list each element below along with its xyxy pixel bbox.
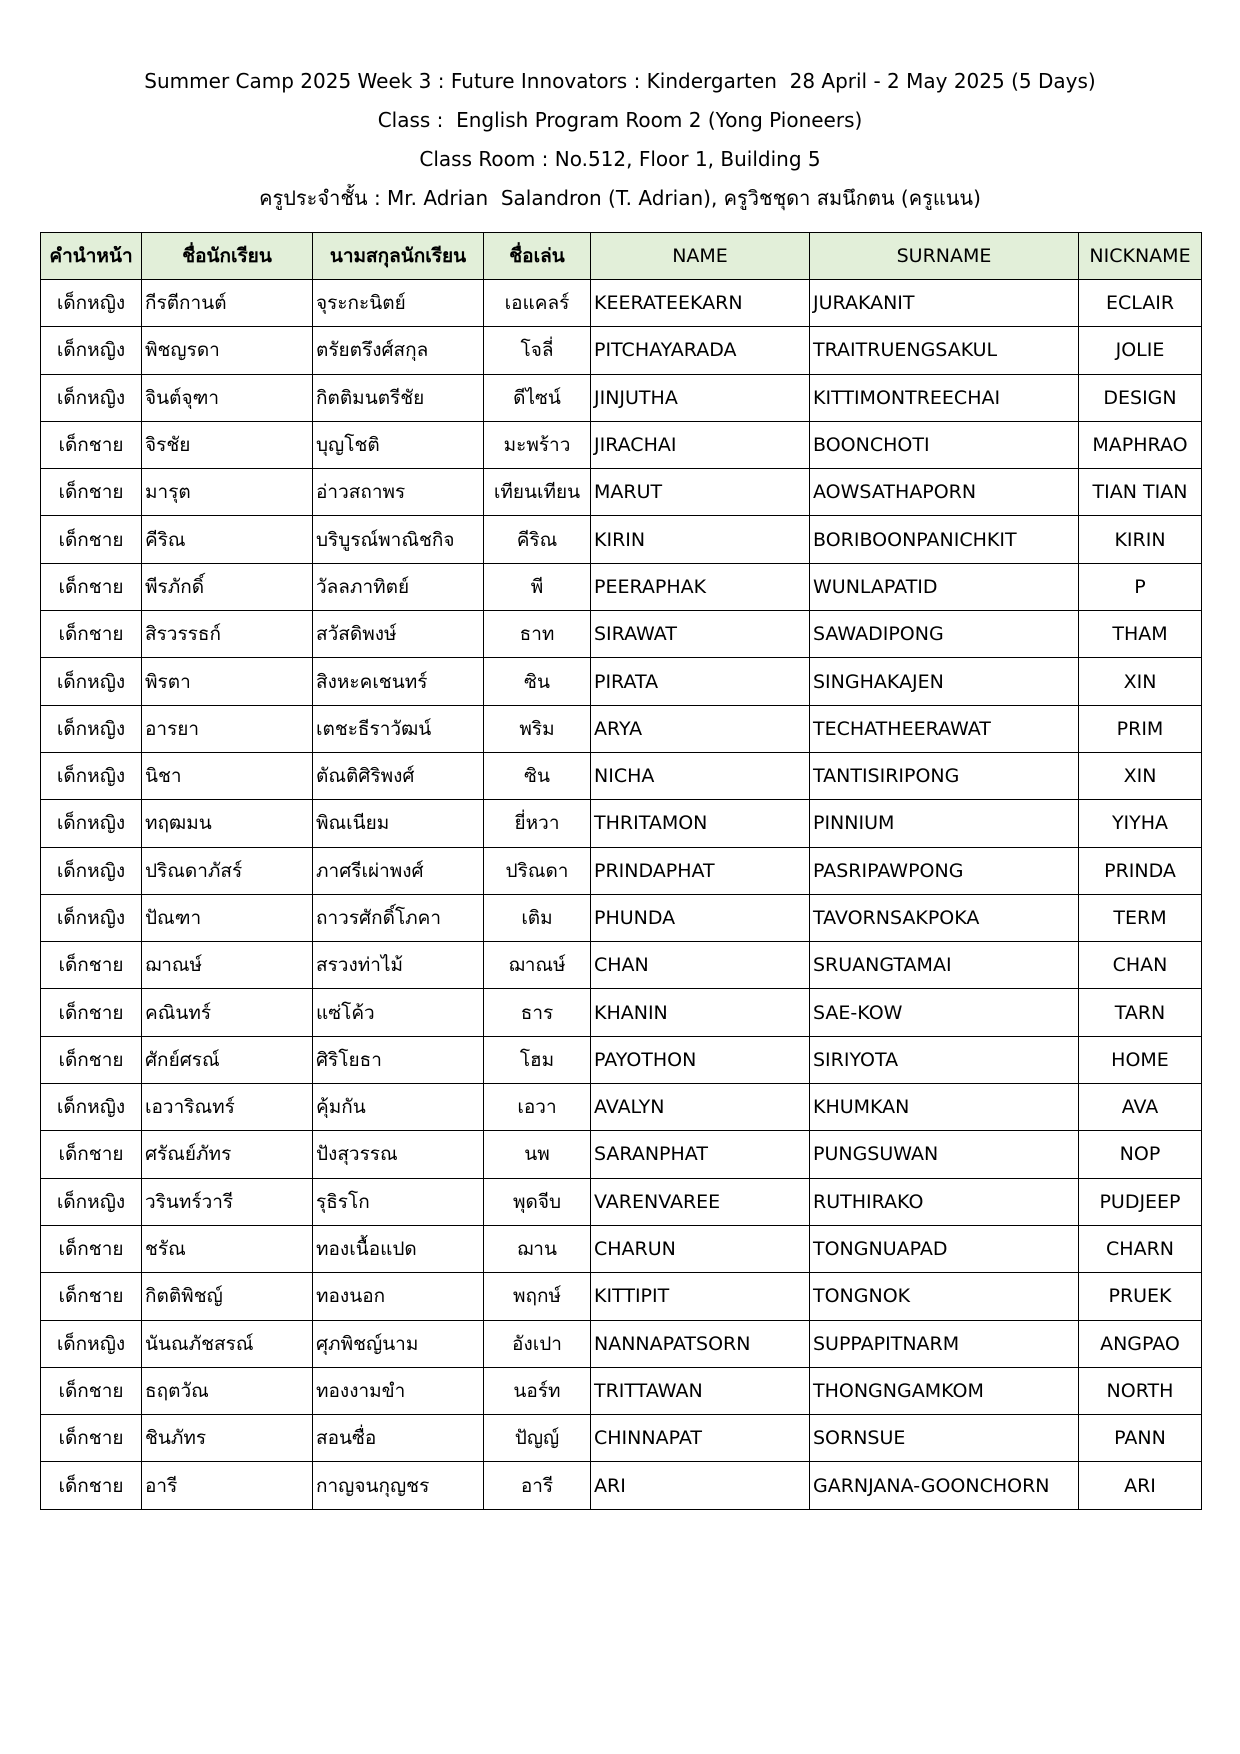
cell-first-name-th: อารี <box>142 1462 313 1509</box>
cell-surname: PINNIUM <box>810 800 1079 847</box>
cell-first-name-th: ชินภัทร <box>142 1415 313 1462</box>
cell-nickname-th: คีริณ <box>484 516 591 563</box>
cell-name: PAYOTHON <box>591 1036 810 1083</box>
cell-surname-th: ภาศรีเผ่าพงศ์ <box>313 847 484 894</box>
cell-surname: BORIBOONPANICHKIT <box>810 516 1079 563</box>
cell-nickname-th: ปัญญ์ <box>484 1415 591 1462</box>
cell-surname-th: ทองนอก <box>313 1273 484 1320</box>
cell-nickname-th: นอร์ท <box>484 1367 591 1414</box>
cell-nickname: XIN <box>1079 752 1202 799</box>
table-row <box>41 563 1202 610</box>
cell-title: เด็กหญิง <box>41 374 142 421</box>
cell-nickname-th: ฌาณษ์ <box>484 942 591 989</box>
cell-name: KIRIN <box>591 516 810 563</box>
cell-name: ARI <box>591 1462 810 1509</box>
cell-nickname: MAPHRAO <box>1079 421 1202 468</box>
cell-surname: TECHATHEERAWAT <box>810 705 1079 752</box>
cell-nickname: PUDJEEP <box>1079 1178 1202 1225</box>
cell-nickname-th: ดีไซน์ <box>484 374 591 421</box>
cell-name: TRITTAWAN <box>591 1367 810 1414</box>
cell-nickname-th: พี <box>484 563 591 610</box>
cell-first-name-th: คณินทร์ <box>142 989 313 1036</box>
cell-nickname-th: เติม <box>484 894 591 941</box>
cell-nickname-th: ธาร <box>484 989 591 1036</box>
cell-name: KHANIN <box>591 989 810 1036</box>
class-name: Class : English Program Room 2 (Yong Pioneers) <box>377 108 863 132</box>
cell-name: KITTIPIT <box>591 1273 810 1320</box>
cell-surname: JURAKANIT <box>810 280 1079 327</box>
cell-surname-th: คุ้มกัน <box>313 1084 484 1131</box>
cell-surname: TRAITRUENGSAKUL <box>810 327 1079 374</box>
cell-surname-th: ตัณติศิริพงศ์ <box>313 752 484 799</box>
table-row <box>41 469 1202 516</box>
cell-surname-th: เตชะธีราวัฒน์ <box>313 705 484 752</box>
cell-first-name-th: กิตติพิชญ์ <box>142 1273 313 1320</box>
cell-title: เด็กหญิง <box>41 1178 142 1225</box>
cell-surname-th: ทองงามขำ <box>313 1367 484 1414</box>
cell-name: NICHA <box>591 752 810 799</box>
cell-first-name-th: ธฤตวัณ <box>142 1367 313 1414</box>
cell-title: เด็กชาย <box>41 1415 142 1462</box>
cell-surname: TONGNOK <box>810 1273 1079 1320</box>
table-row <box>41 1225 1202 1272</box>
cell-nickname-th: อารี <box>484 1462 591 1509</box>
cell-title: เด็กชาย <box>41 989 142 1036</box>
table-row <box>41 989 1202 1036</box>
cell-title: เด็กชาย <box>41 469 142 516</box>
cell-name: NANNAPATSORN <box>591 1320 810 1367</box>
cell-nickname: NORTH <box>1079 1367 1202 1414</box>
cell-title: เด็กหญิง <box>41 327 142 374</box>
cell-nickname-th: พุดจีบ <box>484 1178 591 1225</box>
cell-nickname-th: ซิน <box>484 752 591 799</box>
document-header <box>0 62 1240 218</box>
cell-first-name-th: วรินทร์วารี <box>142 1178 313 1225</box>
cell-surname: PUNGSUWAN <box>810 1131 1079 1178</box>
cell-nickname: CHARN <box>1079 1225 1202 1272</box>
cell-nickname: JOLIE <box>1079 327 1202 374</box>
cell-first-name-th: คีริณ <box>142 516 313 563</box>
cell-nickname-th: ปริณดา <box>484 847 591 894</box>
table-row <box>41 421 1202 468</box>
cell-surname-th: ตรัยตรึงศ์สกุล <box>313 327 484 374</box>
cell-nickname-th: ซิน <box>484 658 591 705</box>
cell-surname: BOONCHOTI <box>810 421 1079 468</box>
cell-name: JIRACHAI <box>591 421 810 468</box>
cell-title: เด็กชาย <box>41 421 142 468</box>
column-header-name: NAME <box>591 233 810 280</box>
cell-surname: SUPPAPITNARM <box>810 1320 1079 1367</box>
cell-surname: THONGNGAMKOM <box>810 1367 1079 1414</box>
cell-nickname: P <box>1079 563 1202 610</box>
cell-surname-th: ศิริโยธา <box>313 1036 484 1083</box>
cell-name: ARYA <box>591 705 810 752</box>
cell-surname-th: ปังสุวรรณ <box>313 1131 484 1178</box>
cell-nickname-th: มะพร้าว <box>484 421 591 468</box>
table-row <box>41 516 1202 563</box>
cell-first-name-th: พีรภักดิ์ <box>142 563 313 610</box>
homeroom-teachers: ครูประจำชั้น : Mr. Adrian Salandron (T. Adrian), ครูวิชชุดา สมนึกตน (ครูแนน) <box>259 186 981 210</box>
cell-nickname-th: ฌาน <box>484 1225 591 1272</box>
cell-surname-th: พิณเนียม <box>313 800 484 847</box>
column-header-title: คำนำหน้า <box>41 233 142 280</box>
table-row <box>41 1084 1202 1131</box>
cell-title: เด็กหญิง <box>41 705 142 752</box>
cell-surname-th: วัลลภาทิตย์ <box>313 563 484 610</box>
cell-first-name-th: ศักย์ศรณ์ <box>142 1036 313 1083</box>
table-row <box>41 847 1202 894</box>
column-header-surname-th: นามสกุลนักเรียน <box>313 233 484 280</box>
cell-name: CHINNAPAT <box>591 1415 810 1462</box>
cell-nickname: ANGPAO <box>1079 1320 1202 1367</box>
cell-surname: SRUANGTAMAI <box>810 942 1079 989</box>
cell-nickname: CHAN <box>1079 942 1202 989</box>
cell-title: เด็กชาย <box>41 1367 142 1414</box>
cell-surname-th: อ่าวสถาพร <box>313 469 484 516</box>
cell-title: เด็กหญิง <box>41 658 142 705</box>
cell-surname: PASRIPAWPONG <box>810 847 1079 894</box>
cell-title: เด็กชาย <box>41 611 142 658</box>
cell-surname-th: ศุภพิชญ์นาม <box>313 1320 484 1367</box>
cell-nickname: HOME <box>1079 1036 1202 1083</box>
cell-nickname: PRINDA <box>1079 847 1202 894</box>
cell-title: เด็กชาย <box>41 516 142 563</box>
cell-first-name-th: มารุต <box>142 469 313 516</box>
cell-nickname-th: พริม <box>484 705 591 752</box>
cell-name: THRITAMON <box>591 800 810 847</box>
cell-surname-th: สรวงท่าไม้ <box>313 942 484 989</box>
cell-surname-th: ถาวรศักดิ์โภคา <box>313 894 484 941</box>
cell-surname-th: บุญโชติ <box>313 421 484 468</box>
camp-title: Summer Camp 2025 Week 3 : Future Innovators : Kindergarten 28 April - 2 May 2025 (5 Days) <box>144 69 1096 93</box>
cell-title: เด็กชาย <box>41 1225 142 1272</box>
cell-name: PEERAPHAK <box>591 563 810 610</box>
cell-surname: SIRIYOTA <box>810 1036 1079 1083</box>
cell-nickname: NOP <box>1079 1131 1202 1178</box>
cell-nickname: TERM <box>1079 894 1202 941</box>
cell-surname: KHUMKAN <box>810 1084 1079 1131</box>
cell-surname-th: สวัสดิพงษ์ <box>313 611 484 658</box>
cell-nickname-th: นพ <box>484 1131 591 1178</box>
cell-first-name-th: กีรตีกานต์ <box>142 280 313 327</box>
cell-nickname-th: อังเปา <box>484 1320 591 1367</box>
cell-surname: TANTISIRIPONG <box>810 752 1079 799</box>
table-row <box>41 705 1202 752</box>
cell-first-name-th: พิชญรดา <box>142 327 313 374</box>
cell-surname: TAVORNSAKPOKA <box>810 894 1079 941</box>
cell-first-name-th: สิรวรรธก์ <box>142 611 313 658</box>
cell-surname-th: กิตติมนตรีชัย <box>313 374 484 421</box>
cell-surname-th: กาญจนกุญชร <box>313 1462 484 1509</box>
cell-nickname-th: พฤกษ์ <box>484 1273 591 1320</box>
cell-surname: AOWSATHAPORN <box>810 469 1079 516</box>
cell-first-name-th: จินต์จุฑา <box>142 374 313 421</box>
table-row <box>41 1036 1202 1083</box>
cell-name: CHAN <box>591 942 810 989</box>
cell-title: เด็กหญิง <box>41 1320 142 1367</box>
cell-nickname-th: ยี่หวา <box>484 800 591 847</box>
cell-name: JINJUTHA <box>591 374 810 421</box>
cell-surname-th: แซ่โค้ว <box>313 989 484 1036</box>
table-row <box>41 611 1202 658</box>
column-header-surname: SURNAME <box>810 233 1079 280</box>
cell-title: เด็กหญิง <box>41 847 142 894</box>
table-header-row <box>41 233 1202 280</box>
cell-first-name-th: พิรตา <box>142 658 313 705</box>
cell-name: PITCHAYARADA <box>591 327 810 374</box>
cell-nickname: PANN <box>1079 1415 1202 1462</box>
cell-first-name-th: ทฤฒมน <box>142 800 313 847</box>
table-row <box>41 752 1202 799</box>
cell-nickname-th: โฮม <box>484 1036 591 1083</box>
cell-nickname: PRUEK <box>1079 1273 1202 1320</box>
cell-surname: SAE-KOW <box>810 989 1079 1036</box>
cell-name: KEERATEEKARN <box>591 280 810 327</box>
cell-title: เด็กชาย <box>41 1036 142 1083</box>
table-row <box>41 1367 1202 1414</box>
cell-nickname-th: เอวา <box>484 1084 591 1131</box>
table-row <box>41 374 1202 421</box>
cell-title: เด็กชาย <box>41 1273 142 1320</box>
cell-nickname-th: เอแคลร์ <box>484 280 591 327</box>
cell-surname: KITTIMONTREECHAI <box>810 374 1079 421</box>
cell-first-name-th: ปริณดาภัสร์ <box>142 847 313 894</box>
cell-first-name-th: ชรัณ <box>142 1225 313 1272</box>
cell-name: PHUNDA <box>591 894 810 941</box>
cell-title: เด็กชาย <box>41 563 142 610</box>
cell-first-name-th: จิรชัย <box>142 421 313 468</box>
cell-nickname: DESIGN <box>1079 374 1202 421</box>
table-row <box>41 942 1202 989</box>
cell-nickname: YIYHA <box>1079 800 1202 847</box>
cell-title: เด็กชาย <box>41 1462 142 1509</box>
cell-name: PIRATA <box>591 658 810 705</box>
cell-surname-th: สิงหะคเชนทร์ <box>313 658 484 705</box>
table-row <box>41 658 1202 705</box>
cell-name: AVALYN <box>591 1084 810 1131</box>
cell-surname: TONGNUAPAD <box>810 1225 1079 1272</box>
cell-surname: SINGHAKAJEN <box>810 658 1079 705</box>
cell-nickname: KIRIN <box>1079 516 1202 563</box>
column-header-nickname: NICKNAME <box>1079 233 1202 280</box>
cell-name: PRINDAPHAT <box>591 847 810 894</box>
cell-nickname: ARI <box>1079 1462 1202 1509</box>
cell-first-name-th: นิชา <box>142 752 313 799</box>
cell-title: เด็กหญิง <box>41 894 142 941</box>
cell-name: MARUT <box>591 469 810 516</box>
table-row <box>41 800 1202 847</box>
cell-first-name-th: อารยา <box>142 705 313 752</box>
cell-first-name-th: ศรัณย์ภัทร <box>142 1131 313 1178</box>
cell-surname-th: บริบูรณ์พาณิชกิจ <box>313 516 484 563</box>
cell-title: เด็กหญิง <box>41 752 142 799</box>
cell-title: เด็กหญิง <box>41 280 142 327</box>
table-row <box>41 894 1202 941</box>
cell-title: เด็กชาย <box>41 1131 142 1178</box>
cell-title: เด็กหญิง <box>41 1084 142 1131</box>
table-row <box>41 1273 1202 1320</box>
column-header-first-name-th: ชื่อนักเรียน <box>142 233 313 280</box>
cell-nickname: XIN <box>1079 658 1202 705</box>
cell-surname-th: รุธิรโก <box>313 1178 484 1225</box>
table-row <box>41 1320 1202 1367</box>
cell-surname: WUNLAPATID <box>810 563 1079 610</box>
cell-title: เด็กชาย <box>41 942 142 989</box>
cell-nickname: ECLAIR <box>1079 280 1202 327</box>
cell-first-name-th: นันณภัชสรณ์ <box>142 1320 313 1367</box>
cell-nickname: TIAN TIAN <box>1079 469 1202 516</box>
cell-nickname-th: เทียนเทียน <box>484 469 591 516</box>
table-row <box>41 1415 1202 1462</box>
cell-nickname: THAM <box>1079 611 1202 658</box>
cell-name: VARENVAREE <box>591 1178 810 1225</box>
table-row <box>41 1178 1202 1225</box>
cell-surname-th: จุระกะนิตย์ <box>313 280 484 327</box>
cell-first-name-th: เอวาริณทร์ <box>142 1084 313 1131</box>
table-row <box>41 1462 1202 1509</box>
cell-name: SARANPHAT <box>591 1131 810 1178</box>
cell-nickname: AVA <box>1079 1084 1202 1131</box>
cell-nickname-th: โจลี่ <box>484 327 591 374</box>
cell-nickname: PRIM <box>1079 705 1202 752</box>
cell-name: CHARUN <box>591 1225 810 1272</box>
table-body <box>41 280 1202 1510</box>
cell-surname: RUTHIRAKO <box>810 1178 1079 1225</box>
cell-title: เด็กหญิง <box>41 800 142 847</box>
cell-surname: GARNJANA-GOONCHORN <box>810 1462 1079 1509</box>
cell-surname-th: ทองเนื้อแปด <box>313 1225 484 1272</box>
table-row <box>41 280 1202 327</box>
cell-nickname-th: ธาท <box>484 611 591 658</box>
cell-first-name-th: ฌาณษ์ <box>142 942 313 989</box>
cell-surname: SAWADIPONG <box>810 611 1079 658</box>
cell-surname: SORNSUE <box>810 1415 1079 1462</box>
cell-surname-th: สอนซื่อ <box>313 1415 484 1462</box>
cell-first-name-th: ปัณฑา <box>142 894 313 941</box>
cell-nickname: TARN <box>1079 989 1202 1036</box>
cell-name: SIRAWAT <box>591 611 810 658</box>
class-room: Class Room : No.512, Floor 1, Building 5 <box>419 147 821 171</box>
table-row <box>41 1131 1202 1178</box>
student-roster-table <box>40 232 1202 1510</box>
table-row <box>41 327 1202 374</box>
column-header-nickname-th: ชื่อเล่น <box>484 233 591 280</box>
